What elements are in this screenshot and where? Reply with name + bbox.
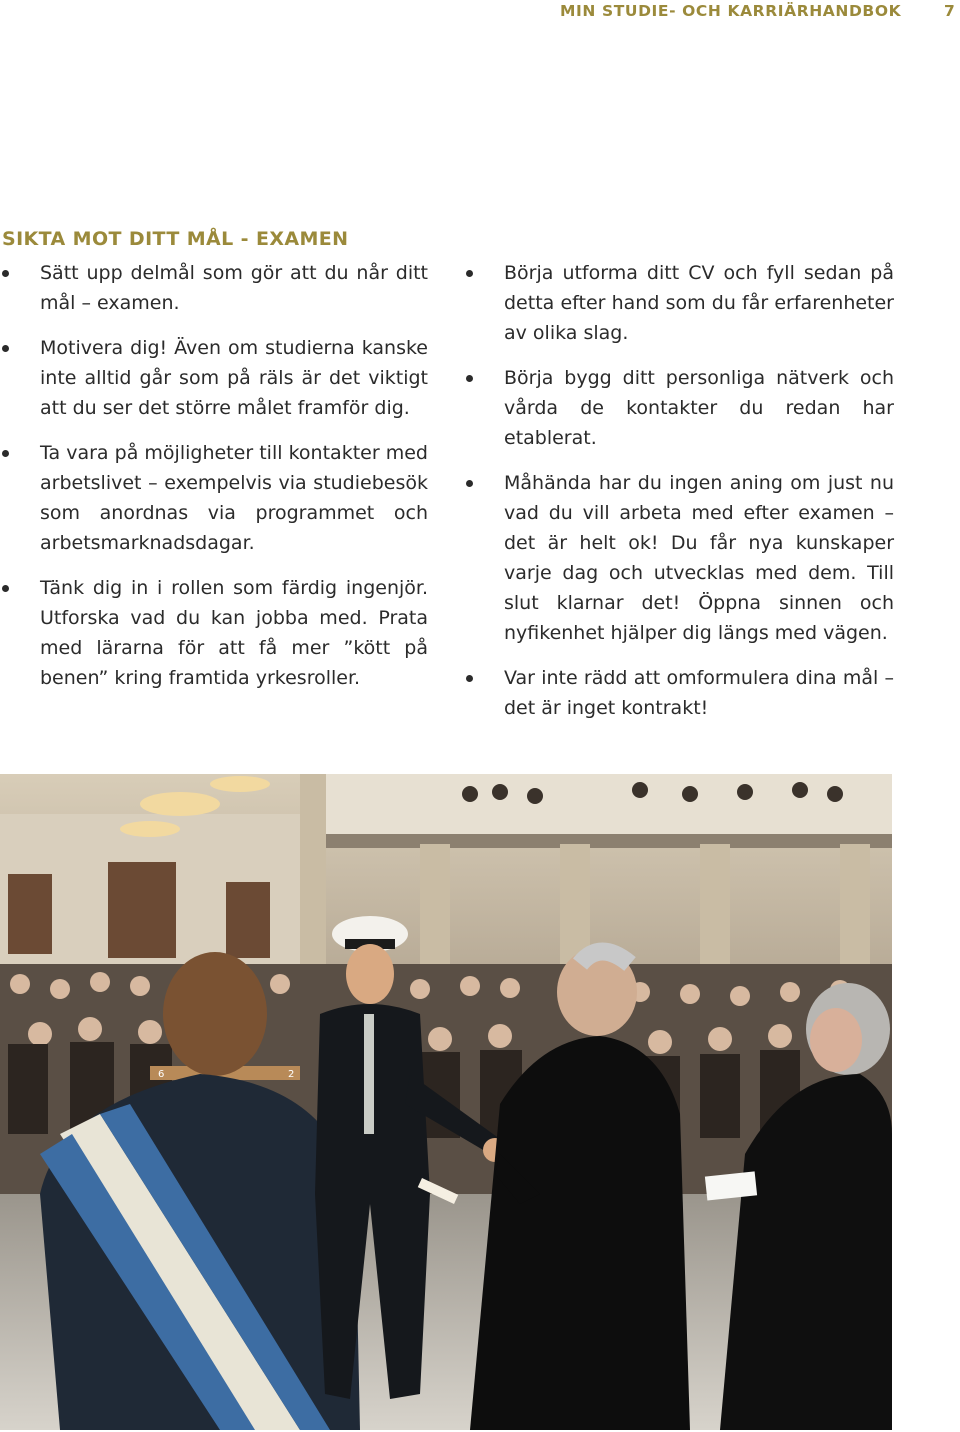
chair-number: 2: [288, 1069, 295, 1080]
bullet-icon: [2, 585, 9, 592]
list-item: [466, 258, 894, 348]
bullet-icon: [2, 270, 9, 277]
list-item: [2, 333, 428, 423]
left-bullet-list: [2, 258, 428, 708]
running-header: [0, 0, 960, 22]
chair-number: 6: [158, 1069, 165, 1080]
list-item: [466, 363, 894, 453]
list-item: [466, 663, 894, 723]
list-item-text: Sätt upp delmål som gör att du når ditt mål – examen.: [40, 262, 428, 314]
running-title: MIN STUDIE- OCH KARRIÄRHANDBOK: [560, 2, 902, 20]
list-item-text: Ta vara på möjligheter till kontakter med arbetslivet – exempelvis via studiebesök som anordnas via programmet och arbetsmarknadsdagar.: [40, 442, 428, 554]
photo-illustration: [0, 774, 892, 1430]
bullet-icon: [2, 450, 9, 457]
bullet-icon: [466, 480, 473, 487]
bullet-icon: [466, 675, 473, 682]
bullet-icon: [466, 270, 473, 277]
list-item-text: Motivera dig! Även om studierna kanske inte alltid går som på räls är det viktigt att du ser det större målet framför dig.: [40, 337, 428, 419]
graduation-ceremony-photo: [0, 774, 892, 1430]
list-item-text: Börja utforma ditt CV och fyll sedan på detta efter hand som du får erfarenheter av olika slag.: [504, 262, 894, 344]
list-item: [2, 573, 428, 693]
list-item-text: Börja bygg ditt personliga nätverk och vårda de kontakter du redan har etablerat.: [504, 367, 894, 449]
list-item-text: Måhända har du ingen aning om just nu vad du vill arbeta med efter examen – det är helt ok! Du får nya kunskaper varje dag och utvecklas med dem. Till slut klarnar det! Öppna sinnen och nyfikenhet hjälper dig längs med vägen.: [504, 472, 894, 644]
list-item-text: Var inte rädd att omformulera dina mål – det är inget kontrakt!: [504, 667, 894, 719]
right-bullet-list: [466, 258, 894, 738]
page-number: 7: [944, 2, 955, 20]
door: [8, 874, 52, 954]
bullet-icon: [466, 375, 473, 382]
door: [108, 862, 176, 958]
section-heading: SIKTA MOT DITT MÅL - EXAMEN: [2, 228, 349, 250]
list-item-text: Tänk dig in i rollen som färdig ingenjör. Utforska vad du kan jobba med. Prata med lärarna för att få mer ”kött på benen” kring framtida yrkesroller.: [40, 577, 428, 689]
list-item: [2, 438, 428, 558]
list-item: [2, 258, 428, 318]
list-item: [466, 468, 894, 648]
bullet-icon: [2, 345, 9, 352]
door: [226, 882, 270, 958]
balcony-railing: [300, 834, 892, 848]
